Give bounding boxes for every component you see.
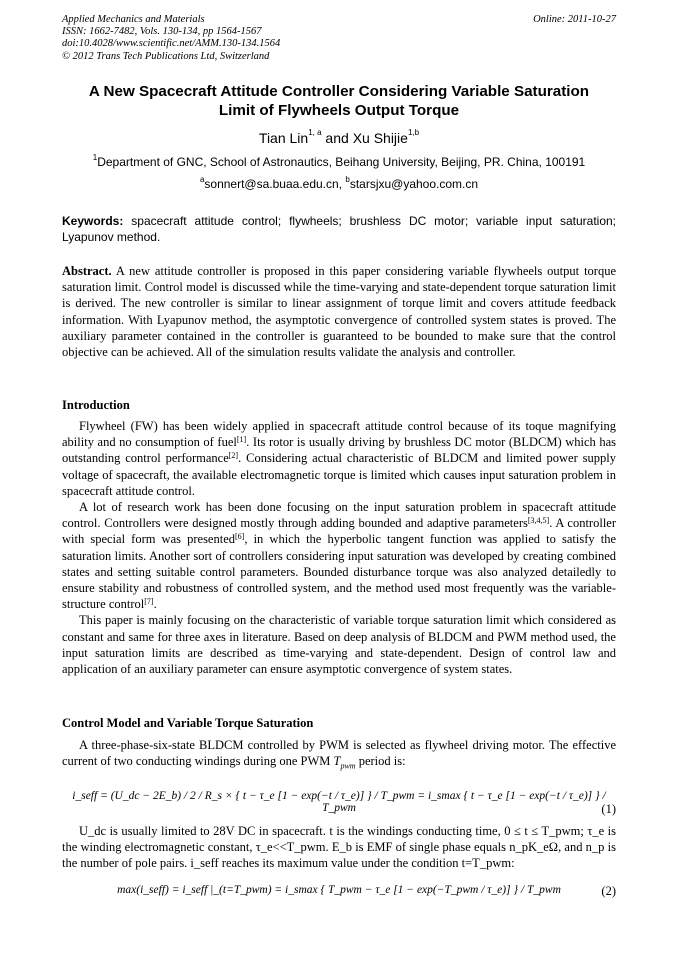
keywords-text: spacecraft attitude control; flywheels; brushless DC motor; variable input saturation; Lyapunov method.: [62, 214, 616, 244]
control-body: [62, 737, 616, 775]
intro-p1-text-a: Flywheel (FW) has been widely applied in spacecraft attitude control because of its toque magnifying ability and no consumption of fuel: [62, 419, 616, 450]
abstract-block: [62, 263, 616, 360]
doi-line: doi:10.4028/www.scientific.net/AMM.130-134.1564: [62, 38, 281, 50]
intro-p1-text-b: . Its rotor is usually driving by brushless DC motor (BLDCM) which has outstanding control performance: [62, 435, 616, 466]
affiliation-sup: 1: [92, 153, 98, 162]
copyright-line: © 2012 Trans Tech Publications Ltd, Switzerland: [62, 50, 270, 62]
paper-title: [62, 82, 616, 120]
intro-p1-text-c: . Considering actual characteristic of BLDCM and limited power supply voltage of spacecraft, the available electromagnetic torque is limited which causes input saturation problem in spacecraft attitude control.: [62, 451, 616, 498]
tpwm-symbol: T: [333, 754, 341, 769]
control-p1-text-b: period is:: [358, 754, 406, 769]
equation-1-number: (1): [601, 802, 616, 816]
tpwm-subscript: pwm: [340, 761, 356, 771]
email-b-sup: b: [345, 175, 350, 184]
control-p1-text-a: A three-phase-six-state BLDCM controlled by PWM is selected as flywheel driving motor. The effective current of two conducting windings during one PWM: [62, 738, 616, 769]
abstract-label: Abstract.: [62, 264, 112, 278]
citation-5: [7]: [144, 597, 154, 607]
author-1-sup: 1, a: [308, 128, 322, 137]
keywords-block: [62, 213, 616, 245]
equation-2-number: (2): [601, 884, 616, 898]
citation-3: [3,4,5]: [527, 516, 550, 526]
intro-body: [62, 418, 616, 677]
author-2: Xu Shijie: [352, 130, 408, 146]
equation-2: [62, 884, 616, 896]
abstract-text: A new attitude controller is proposed in this paper considering variable flywheels output torque saturation limit. Control model is discussed while the time-varying and state-dependent torque saturation limit is derived. The new controller is similar to linear assignment of torque limit and covers attitude feedback information. With Lyapunov method, the asymptotic convergence of controlled system states is proved. The auxiliary parameter contained in the controller is guaranteed to be bounded to make sure that the control objective can be achieved. All of the simulation results validate the analysis and controller.: [62, 264, 616, 360]
intro-paragraph-1: [62, 418, 616, 499]
intro-p2-text-d: .: [153, 597, 157, 612]
title-line-2: Limit of Flywheels Output Torque: [218, 102, 460, 119]
intro-paragraph-2: [62, 499, 616, 612]
control-heading: Control Model and Variable Torque Saturation: [62, 716, 314, 730]
equation-1: [62, 790, 616, 814]
citation-2: [2]: [228, 451, 239, 461]
affiliation: [62, 155, 616, 169]
keywords-label: Keywords:: [62, 214, 124, 228]
intro-p2-text-b: . A controller with special form was presented: [62, 516, 616, 547]
journal-name: Applied Mechanics and Materials: [62, 14, 205, 25]
email-b[interactable]: starsjxu@yahoo.com.cn: [349, 177, 479, 191]
equation-1-body: i_seff = (U_dc − 2E_b) / 2 / R_s × { t − τ_e [1 − exp(−t / τ_e)] } / T_pwm = i_smax { t − τ_e [1 − exp(−t / τ_e)] } / T_pwm: [72, 790, 606, 814]
author-2-sup: 1,b: [407, 128, 420, 137]
intro-p2-text-c: , in which the hyperbolic tangent function was applied to satisfy the saturation limits. Another sort of controllers considering input saturation was developed by creating combined states and setting suitable control parameters. Bounded disturbance torque was also analyzed detailedly to ensure stability and robustness of controlled system, and the method used most frequently was the variable-structure control: [62, 532, 617, 612]
email-a-sup: a: [199, 175, 205, 184]
journal-header: [62, 14, 280, 63]
equation-2-body: max(i_seff) = i_seff |_(t=T_pwm) = i_smax { T_pwm − τ_e [1 − exp(−T_pwm / τ_e)] } / T_pwm: [117, 884, 561, 896]
control-p2-text: U_dc is usually limited to 28V DC in spacecraft. t is the windings conducting time, 0 ≤ t ≤ T_pwm; τ_e is the winding electromagnetic constant, τ_e<<T_pwm. E_b is EMF of single phase equals n_pK_eΩ, and n_p is the number of pole pairs. i_seff reaches its maximum value under the condition t=T_pwm:: [62, 824, 616, 871]
citation-1: [1]: [236, 435, 247, 445]
affiliation-text: Department of GNC, School of Astronautics, Beihang University, Beijing, PR. China, 100191: [97, 155, 586, 169]
intro-paragraph-3: This paper is mainly focusing on the characteristic of variable torque saturation limit which considered as constant and same for three axes in literature. Based on deep analysis of BLDCM and PWM method used, the input saturation limits are described as time-varying and state-dependent. Design of control law and application of an auxiliary parameter can ensure asymptotic convergence of system states.: [62, 613, 616, 677]
author-emails: [62, 177, 616, 191]
control-paragraph-1: [62, 737, 616, 775]
online-date: Online: 2011-10-27: [533, 14, 616, 25]
issn-line: ISSN: 1662-7482, Vols. 130-134, pp 1564-1567: [62, 26, 262, 38]
control-paragraph-2: [62, 823, 616, 872]
author-list: [62, 130, 616, 146]
email-a[interactable]: sonnert@sa.buaa.edu.cn,: [204, 177, 343, 191]
citation-4: [6]: [235, 532, 245, 542]
intro-heading: Introduction: [62, 398, 130, 412]
author-1: Tian Lin: [258, 130, 309, 146]
intro-p2-text-a: A lot of research work has been done focusing on the input saturation problem in spacecraft attitude control. Controllers were designed mostly through adding bounded and adaptive parameters: [62, 500, 616, 531]
author-conj: and: [321, 130, 353, 146]
title-line-1: A New Spacecraft Attitude Controller Considering Variable Saturation: [88, 83, 590, 100]
